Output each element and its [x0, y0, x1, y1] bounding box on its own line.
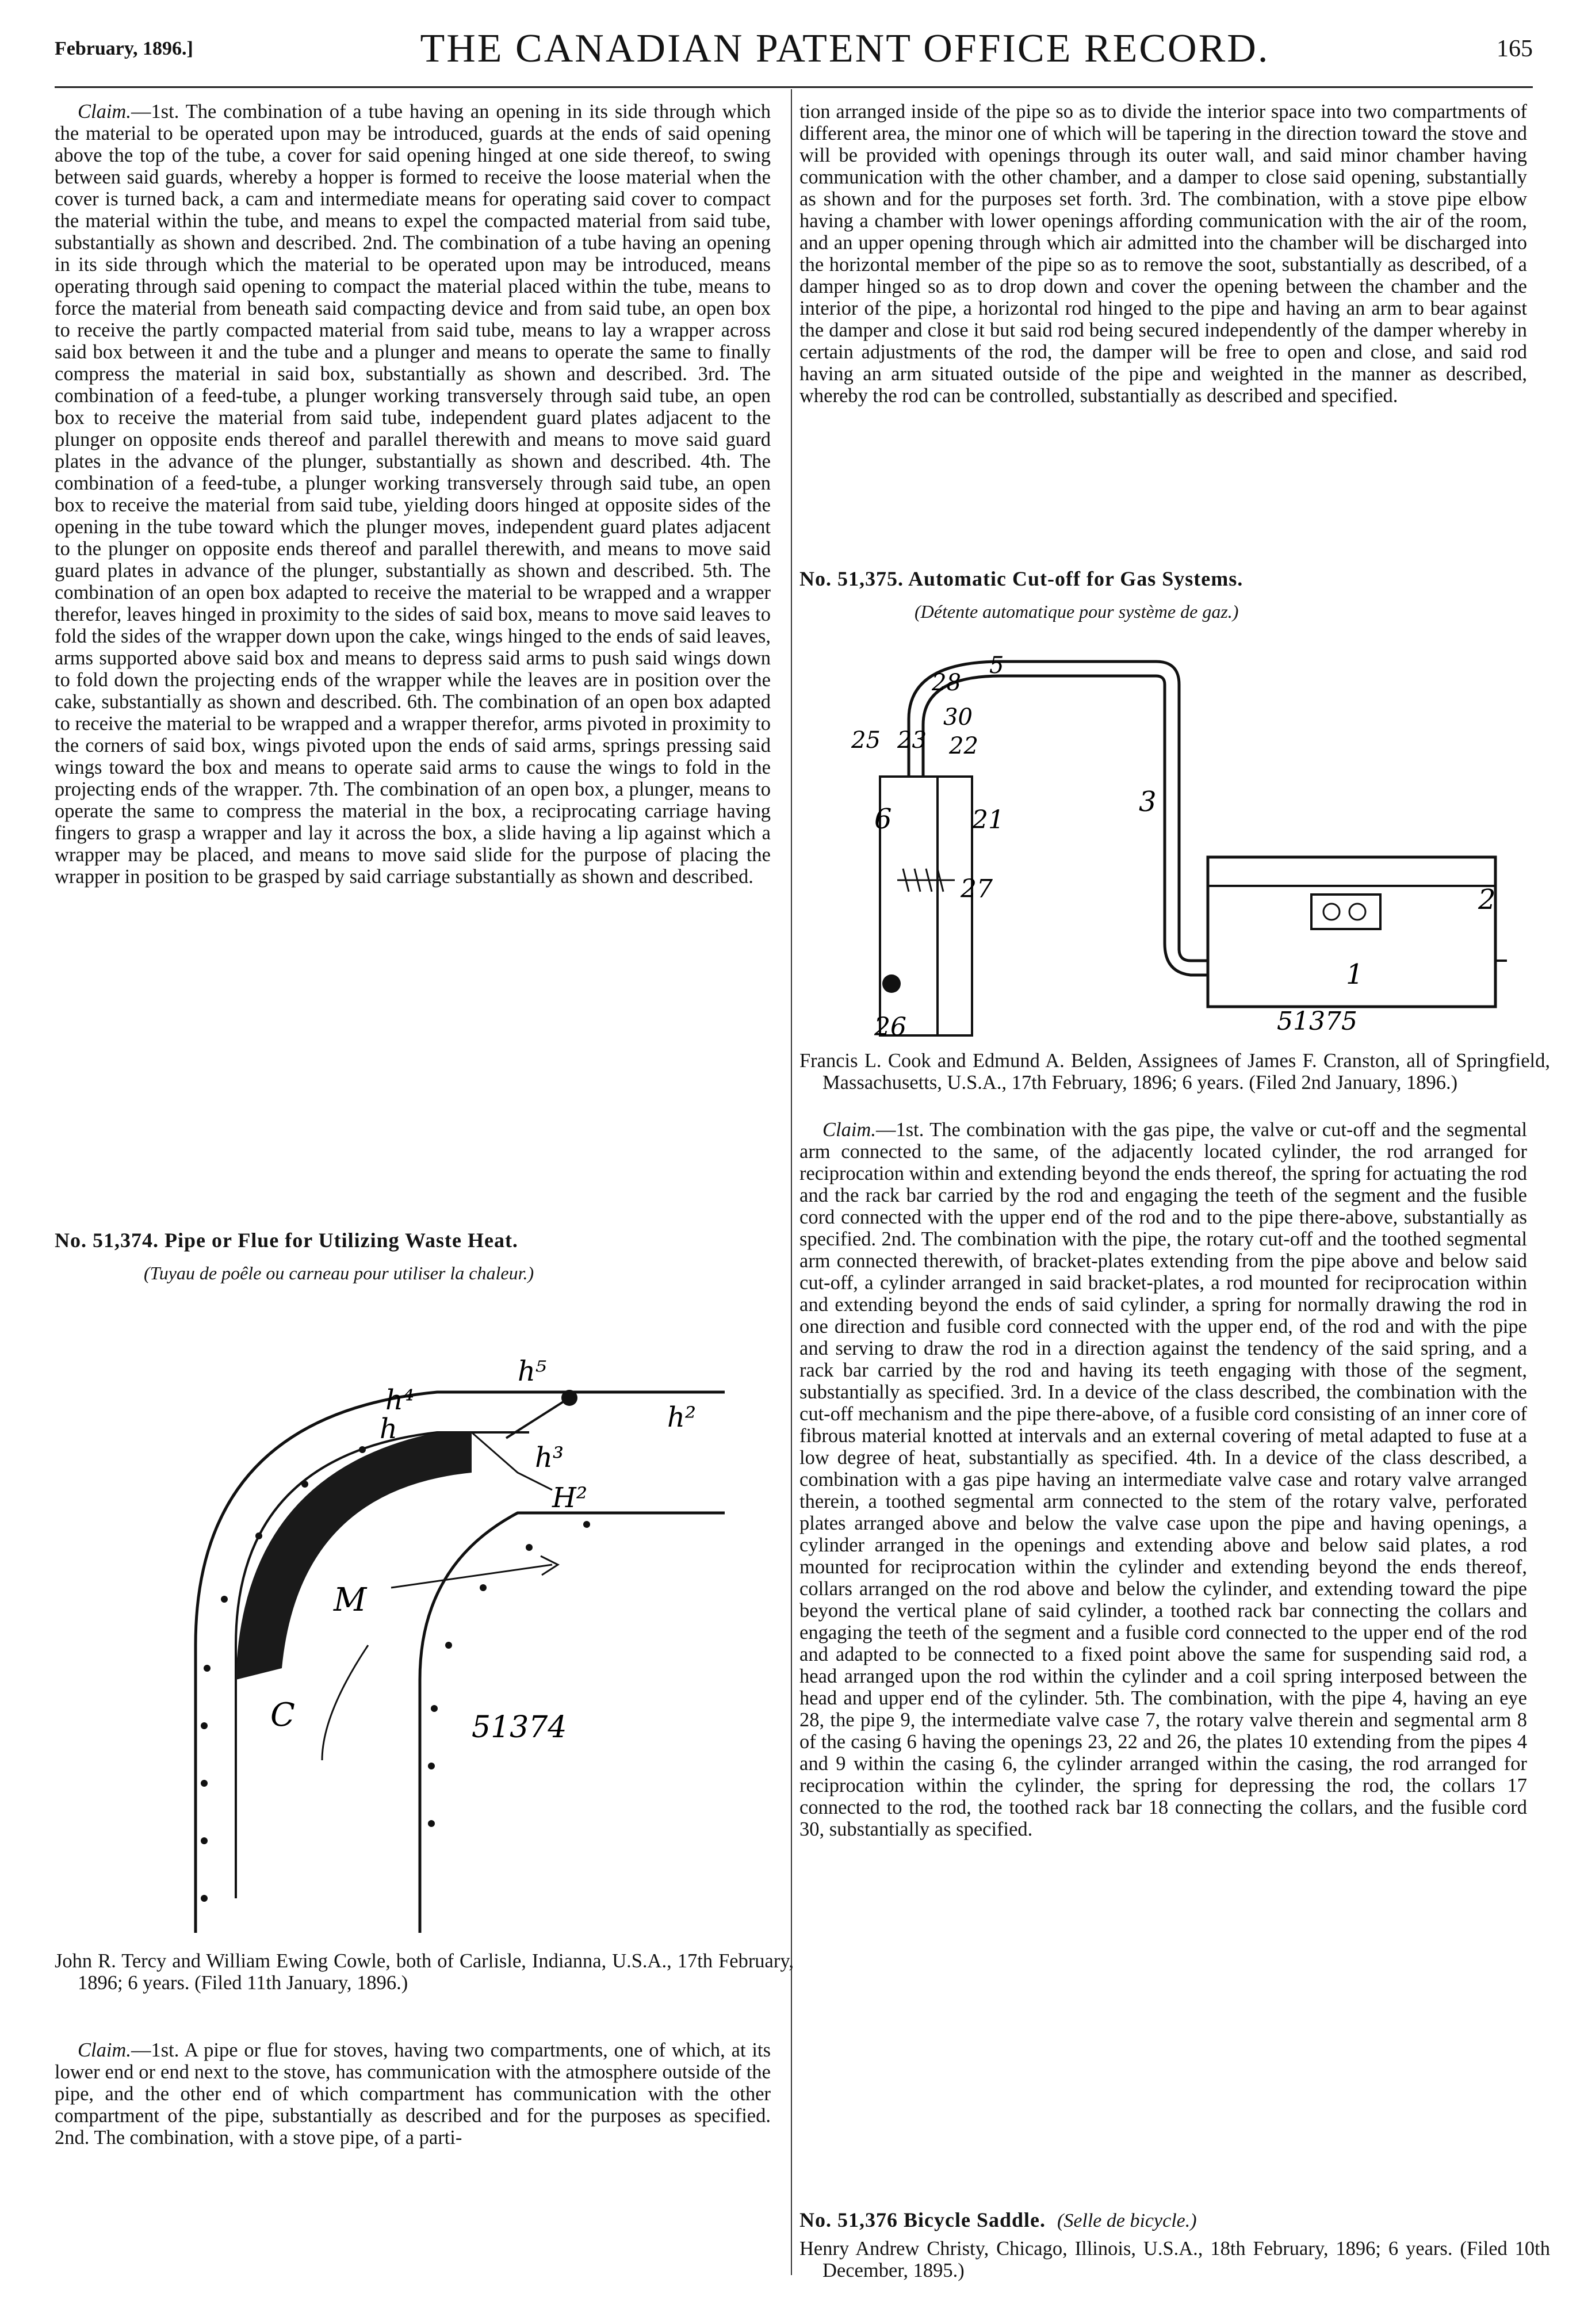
- inventors-51374: John R. Tercy and William Ewing Cowle, both of Carlisle, Indianna, U.S.A., 17th February, 1896; 6 years. (Filed 11th January, 1896.): [55, 1950, 794, 1994]
- figure-label-M: M: [334, 1581, 367, 1619]
- claim-text: —1st. The combination of a tube having an opening in its side through which the material to be operated upon may be introduced, guards at the ends of said opening above the top of the tube, a cover for said opening hinged at one side thereof, to swing between said guards, whereby a hopper is formed to receive the loose material when the cover is turned back, a cam and intermediate means for operating said cover to compact the material within the tube, and means to expel the compacted material from said tube, substantially as shown and described. 2nd. The combination of a tube having an opening in its side through which the material to be operated upon may be introduced, means operating through said opening to compact the material placed within the tube, means to force the material from beneath said compacting device and from said tube, an open box to receive the partly compacted material from said tube, means to lay a wrapper across said box between it and the tube and a plunger and means to operate the same to finally compress the material in said box, substantially as shown and described. 3rd. The combination of a feed-tube, a plunger working transversely through said tube, an open box to receive the material from said tube, independent guard plates adjacent to the plunger on opposite ends thereof and parallel therewith and means to move said guard plates in the advance of the plunger, substantially as shown and described. 4th. The combination of a feed-tube, a plunger working transversely through said tube, an open box to receive the material from said tube, yielding doors hinged at opposite sides of the opening in the tube toward which the plunger moves, independent guard plates adjacent to the plunger on opposite ends thereof and parallel therewith, and means to move said guard plates in advance of the plunger, substantially as shown and described. 5th. The combination of an open box adapted to receive the material to be wrapped and a wrapper therefor, leaves hinged in proximity to the sides of said box, means to move said leaves to fold the sides of the wrapper down upon the cake, wings hinged to the ends of said leaves, arms supported above said box and means to depress said arms to push said wings down to fold down the projecting ends of the wrapper while the leaves are in position over the cake, substantially as shown and described. 6th. The combination of an open box adapted to receive the material to be wrapped and a wrapper therefor, arms pivoted in proximity to the corners of said box, wings pivoted upon the ends of said arms, springs pressing said wings toward the box and means to operate said arms to cause the wings to fold in the projecting ends of the wrapper. 7th. The combination of an open box, a plunger, means to operate the same to compress the material in the box, a reciprocating carriage having fingers to grasp a wrapper and lay it across the box, a slide having a lip against which a wrapper may be placed, and means to move said slide for the purpose of placing the wrapper in position to be grasped by said carriage substantially as shown and described.: [55, 101, 771, 888]
- patent-heading-51374: No. 51,374. Pipe or Flue for Utilizing Waste Heat.: [55, 1229, 518, 1252]
- header-date: February, 1896.]: [55, 38, 193, 59]
- claim-label: Claim.: [822, 1119, 876, 1141]
- figure-label-h3: h³: [535, 1442, 564, 1474]
- gas-cutoff-figure: [828, 639, 1507, 1041]
- figure-label-H2: H²: [552, 1482, 588, 1514]
- claim-label: Claim.: [78, 2039, 131, 2061]
- figure2-label-5: 5: [989, 652, 1004, 679]
- patent-heading-51376: No. 51,376 Bicycle Saddle.: [799, 2208, 1046, 2231]
- claim-continuation-51374: tion arranged inside of the pipe so as to divide the interior space into two compartments of different area, the minor one of which will be tapering in the direction toward the stove and will be provided with openings through its outer wall, and said minor chamber having communication with the other chamber, and a damper to close said opening, substantially as shown and for the purposes set forth. 3rd. The combination, with a stove pipe elbow having a chamber with lower openings affording communication with the air of the room, and an upper opening through which air admitted into the chamber will be discharged into the horizontal member of the pipe so as to remove the soot, substantially as described, of a damper hinged so as to drop down and cover the opening between the chamber and the interior of the pipe, a horizontal rod hinged to the pipe and having an arm to bear against the damper and close it but said rod being secured independently of the damper whereby in certain adjustments of the rod, the damper will be free to open and close, and said rod having an arm situated outside of the pipe and weighted in the manner as described, whereby the rod can be controlled, substantially as described and specified.: [799, 101, 1527, 407]
- figure2-label-1: 1: [1346, 958, 1364, 991]
- figure2-label-28: 28: [932, 670, 961, 696]
- figure2-label-27: 27: [961, 874, 993, 904]
- patent-heading-51375: No. 51,375. Automatic Cut-off for Gas Systems.: [799, 567, 1244, 590]
- inventors-51375: Francis L. Cook and Edmund A. Belden, Assignees of James F. Cranston, all of Springfield, Massachusetts, U.S.A., 17th February, 1896; 6 years. (Filed 2nd January, 1896.): [799, 1050, 1550, 1094]
- header-rule: [55, 86, 1533, 88]
- figure2-label-30: 30: [943, 704, 973, 731]
- patent-subheading-51376: (Selle de bicycle.): [1057, 2210, 1197, 2231]
- patent-subheading-51374: (Tuyau de poêle ou carneau pour utiliser la chaleur.): [144, 1263, 534, 1283]
- claim-block-51373: [55, 101, 771, 888]
- column-divider: [791, 89, 792, 2275]
- patent-subheading-51375: (Détente automatique pour système de gaz.): [915, 601, 1239, 622]
- figure-label-h2: h²: [667, 1401, 697, 1434]
- inventors-51376: Henry Andrew Christy, Chicago, Illinois, U.S.A., 18th February, 1896; 6 years. (Filed 10th December, 1895.): [799, 2238, 1550, 2281]
- figure2-label-21: 21: [972, 805, 1004, 835]
- figure2-label-6: 6: [874, 803, 892, 835]
- figure-label-h4: h⁴: [385, 1384, 415, 1416]
- figure-label-h: h: [380, 1413, 397, 1445]
- page-header: [55, 26, 1533, 72]
- figure2-label-26: 26: [874, 1012, 906, 1041]
- figure-number-51374: 51374: [472, 1710, 567, 1745]
- patent-heading-row-51376: [799, 2208, 1197, 2232]
- figure2-label-22: 22: [949, 733, 978, 759]
- figure-number-51375: 51375: [1277, 1007, 1357, 1036]
- page-number: 165: [1497, 36, 1533, 62]
- claim-label: Claim.: [78, 101, 131, 123]
- claim-block-51374: [55, 2039, 771, 2149]
- figure2-label-23: 23: [897, 727, 927, 754]
- claim-block-51375: [799, 1119, 1527, 1840]
- header-title: THE CANADIAN PATENT OFFICE RECORD.: [420, 26, 1270, 71]
- figure2-label-25: 25: [851, 727, 881, 754]
- figure2-label-2: 2: [1478, 884, 1496, 916]
- figure2-label-3: 3: [1139, 786, 1157, 818]
- pipe-elbow-figure: [150, 1323, 759, 1944]
- claim-text: —1st. A pipe or flue for stoves, having two compartments, one of which, at its lower end or end next to the stove, has communication with the atmosphere outside of the pipe, and the other end of which compartment has communication with the other compartment of the pipe, substantially as described and for the purposes as specified. 2nd. The combination, with a stove pipe, of a parti-: [55, 2039, 771, 2149]
- figure-label-C: C: [270, 1696, 295, 1734]
- claim-text: —1st. The combination with the gas pipe, the valve or cut-off and the segmental arm connected to the same, of the adjacently located cylinder, the rod arranged for reciprocation within and extending beyond the ends thereof, the spring for actuating the rod and the rack bar carried by the rod and engaging the teeth of the segment and the fusible cord connected with the upper end of the rod and to the pipe there-above, substantially as specified. 2nd. The combination with the pipe, the rotary cut-off and the toothed segmental arm connected therewith, of bracket-plates extending from the pipe above and below said cut-off, a cylinder arranged in said bracket-plates, a rod mounted for reciprocation within and extending beyond the ends of said cylinder, a spring for normally drawing the rod in one direction and fusible cord connected with the upper end, of the rod and with the pipe and serving to draw the rod in a direction against the tendency of the said spring, and a rack bar carried by the rod and having its teeth engaging with those of the segment, substantially as specified. 3rd. In a device of the class described, the combination with the cut-off mechanism and the pipe there-above, of a fusible cord consisting of an inner core of fibrous material knotted at intervals and an external covering of metal adapted to fuse at a low degree of heat, substantially as specified. 4th. In a device of the class described, a combination with a gas pipe having an intermediate valve case and rotary valve arranged therein, a toothed segmental arm connected to the stem of the rotary valve, perforated plates arranged above and below the valve case upon the pipe and having openings, a cylinder arranged in the openings and extending above and below said plates, a rod mounted for reciprocation within the cylinder and extending beyond the ends thereof, collars arranged on the rod above and below the cylinder, and extending toward the pipe beyond the vertical plane of said cylinder, a toothed rack bar connecting the collars and engaging the teeth of the segment and a fusible cord connected to the upper end of the rod and adapted to be connected to a fixed point above the same for suspending said rod, a head arranged upon the rod within the cylinder and a coil spring interposed between the head and upper end of the cylinder. 5th. The combination, with the pipe 4, having an eye 28, the pipe 9, the intermediate valve case 7, the rotary valve therein and segmental arm 8 of the casing 6 having the openings 23, 22 and 26, the plates 10 extending from the pipes 4 and 9 within the casing 6, the cylinder arranged within the casing, the rod arranged for reciprocation within the cylinder, the spring for depressing the rod, the collars 17 connected to the rod, the toothed rack bar 18 connecting the collars, and the fusible cord 30, substantially as specified.: [799, 1119, 1527, 1840]
- figure-label-h5: h⁵: [518, 1355, 547, 1387]
